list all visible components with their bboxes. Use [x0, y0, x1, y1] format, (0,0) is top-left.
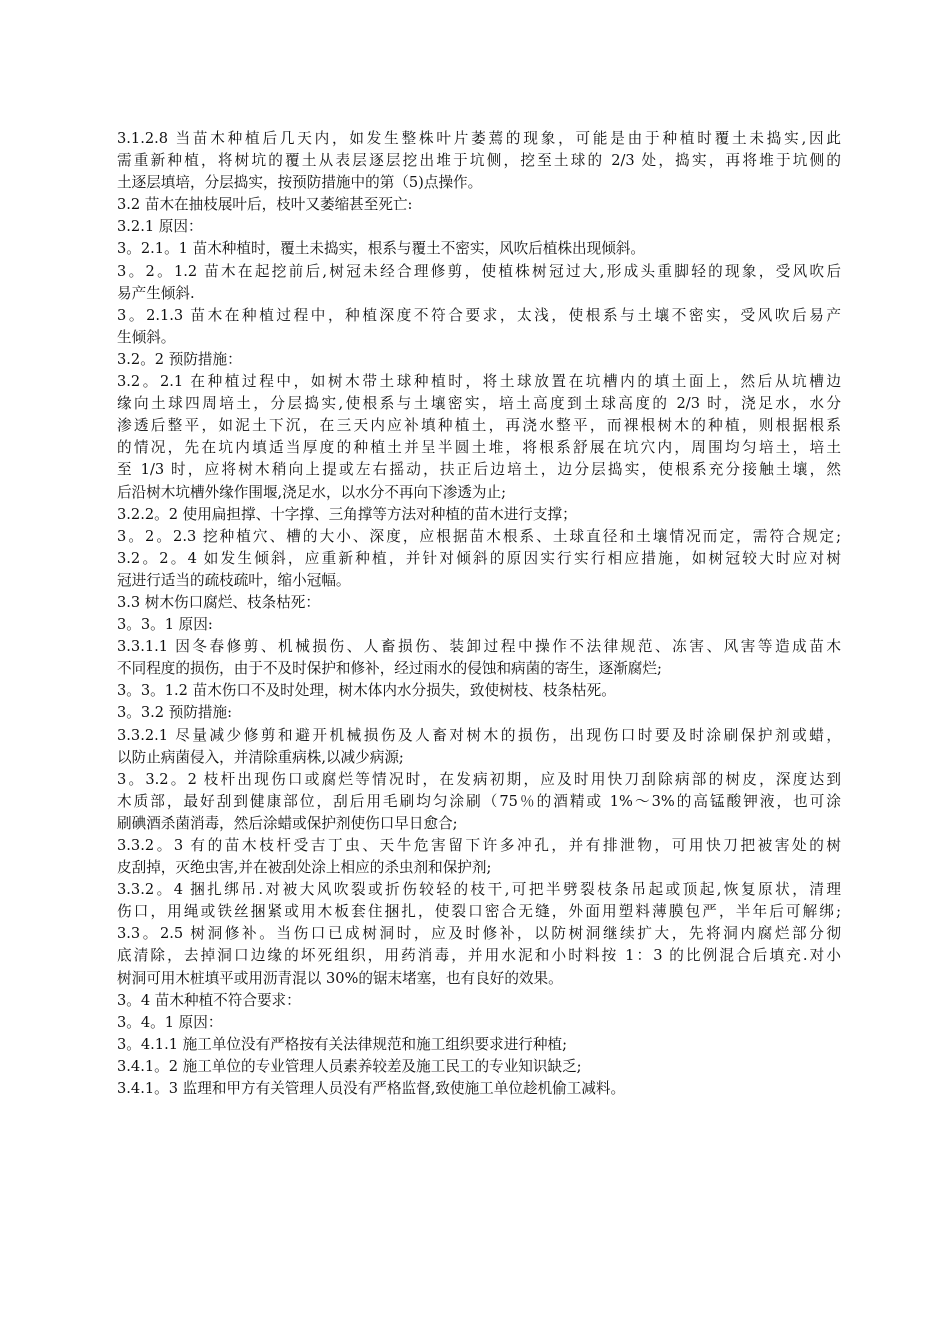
subsection-heading: 3。3.2 预防措施: [117, 704, 233, 722]
section-heading: 3。4 苗木种植不符合要求： [117, 991, 301, 1009]
text-line: 缘向土球四周培土，分层捣实,使根系与土壤密实，培土高度到土球高度的 2/3 时，浇足水，水分 [117, 395, 841, 413]
text-line: 3.3.1.1 因冬春修剪、机械损伤、人畜损伤、装卸过程中操作不法律规范、冻害、风害等造成苗木 [117, 638, 841, 656]
text-line: 3.4.1。3 监理和甲方有关管理人员没有严格监督,致使施工单位趁机偷工减料。 [117, 1080, 626, 1098]
text-line: 的情况，先在坑内填适当厚度的种植土并呈半圆土堆，将根系舒展在坑穴内，周围均匀培土，培土 [117, 439, 841, 457]
text-line: 至 1/3 时，应将树木稍向上提或左右摇动，扶正后边培土，边分层捣实，使根系充分接触土壤，然 [117, 461, 841, 479]
text-line: 底清除，去掉洞口边缘的坏死组织，用药消毒，并用水泥和小时料按 1：3 的比例混合后填充.对小 [117, 947, 841, 965]
text-line: 伤口，用绳或铁丝捆紧或用木板套住捆扎，使裂口密合无缝，外面用塑料薄膜包严，半年后可解绑; [117, 903, 841, 921]
text-line: 3.2。2.1 在种植过程中，如树木带土球种植时，将土球放置在坑槽内的填土面上，然后从坑槽边 [117, 373, 841, 391]
text-line: 渗透后整平，如泥土下沉，在三天内应补填种植土，再浇水整平，而裸根树木的种植，则根据根系 [117, 417, 841, 435]
subsection-heading: 3.2.1 原因： [117, 218, 203, 236]
text-line: 易产生倾斜. [117, 284, 195, 302]
text-line: 冠进行适当的疏枝疏叶，缩小冠幅。 [117, 571, 351, 589]
text-line: 3。3.2。2 枝杆出现伤口或腐烂等情况时，在发病初期，应及时用快刀刮除病部的树皮，深度达到 [117, 770, 841, 788]
text-line: 木质部，最好刮到健康部位，刮后用毛刷均匀涂刷（75％的酒精或 1%～3%的高锰酸钾液，也可涂 [117, 792, 841, 810]
text-line: 刷碘酒杀菌消毒，然后涂蜡或保护剂使伤口早日愈合; [117, 814, 458, 832]
text-line: 3.4.1。2 施工单位的专业管理人员素养较差及施工民工的专业知识缺乏; [117, 1057, 582, 1075]
text-line: 3.2.2。2 使用扁担撑、十字撑、三角撑等方法对种植的苗木进行支撑； [117, 505, 577, 523]
text-line: 3.3.2。4 捆扎绑吊.对被大风吹裂或折伤较轻的枝干,可把半劈裂枝条吊起或顶起,恢复原状，清理 [117, 881, 841, 899]
text-line: 3。2.1。1 苗木种植时，覆土未捣实，根系与覆土不密实，风吹后植株出现倾斜。 [117, 240, 646, 258]
text-line: 3.1.2.8 当苗木种植后几天内，如发生整株叶片萎蔫的现象，可能是由于种植时覆土未捣实,因此 [117, 130, 841, 147]
subsection-heading: 3。3。1 原因: [117, 616, 213, 634]
text-line: 不同程度的损伤，由于不及时保护和修补，经过雨水的侵蚀和病菌的寄生，逐渐腐烂; [117, 660, 662, 678]
text-line: 3.3.2。3 有的苗木枝杆受吉丁虫、天牛危害留下许多冲孔，并有排泄物，可用快刀把被害处的树 [117, 837, 841, 854]
text-line: 3.3。2.5 树洞修补。当伤口已成树洞时，应及时修补，以防树洞继续扩大，先将洞内腐烂部分彻 [117, 925, 841, 943]
text-line: 3。2.1.3 苗木在种植过程中，种植深度不符合要求，太浅，使根系与土壤不密实，受风吹后易产 [117, 306, 841, 324]
text-line: 3。2。2.3 挖种植穴、槽的大小、深度，应根据苗木根系、土球直径和土壤情况而定，需符合规定; [117, 527, 841, 545]
text-line: 皮刮掉，灭绝虫害,并在被刮处涂上相应的杀虫剂和保护剂; [117, 859, 492, 877]
text-line: 3。3。1.2 苗木伤口不及时处理，树木体内水分损失，致使树枝、枝条枯死。 [117, 682, 616, 700]
subsection-heading: 3。4。1 原因： [117, 1013, 223, 1031]
subsection-heading: 3.2。2 预防措施： [117, 350, 242, 368]
section-heading: 3.2 苗木在抽枝展叶后，枝叶又萎缩甚至死亡: [117, 196, 413, 214]
text-line: 3。2。1.2 苗木在起挖前后,树冠未经合理修剪，使植株树冠过大,形成头重脚轻的现象，受风吹后 [117, 262, 841, 280]
section-heading: 3.3 树木伤口腐烂、枝条枯死： [117, 593, 320, 611]
text-line: 后沿树木坑槽外缘作围堰,浇足水，以水分不再向下渗透为止; [117, 483, 506, 501]
text-line: 土逐层填培，分层捣实，按预防措施中的第（5)点操作。 [117, 174, 483, 192]
text-line: 以防止病菌侵入，并清除重病株,以减少病源; [117, 748, 404, 766]
document-page [117, 128, 841, 1100]
text-line: 3。4.1.1 施工单位没有严格按有关法律规范和施工组织要求进行种植; [117, 1035, 568, 1053]
text-line: 树洞可用木桩填平或用沥青混以 30%的锯末堵塞，也有良好的效果。 [117, 969, 563, 987]
text-line: 3.2。2。4 如发生倾斜，应重新种植，并针对倾斜的原因实行实行相应措施，如树冠较大时应对树 [117, 549, 841, 567]
text-line: 3.3.2.1 尽量减少修剪和避开机械损伤及人畜对树木的损伤，出现伤口时要及时涂刷保护剂或蜡， [117, 726, 841, 744]
text-line: 需重新种植，将树坑的覆土从表层逐层挖出堆于坑侧，挖至土球的 2/3 处，捣实，再将堆于坑侧的 [117, 152, 841, 170]
text-line: 生倾斜。 [117, 328, 176, 346]
